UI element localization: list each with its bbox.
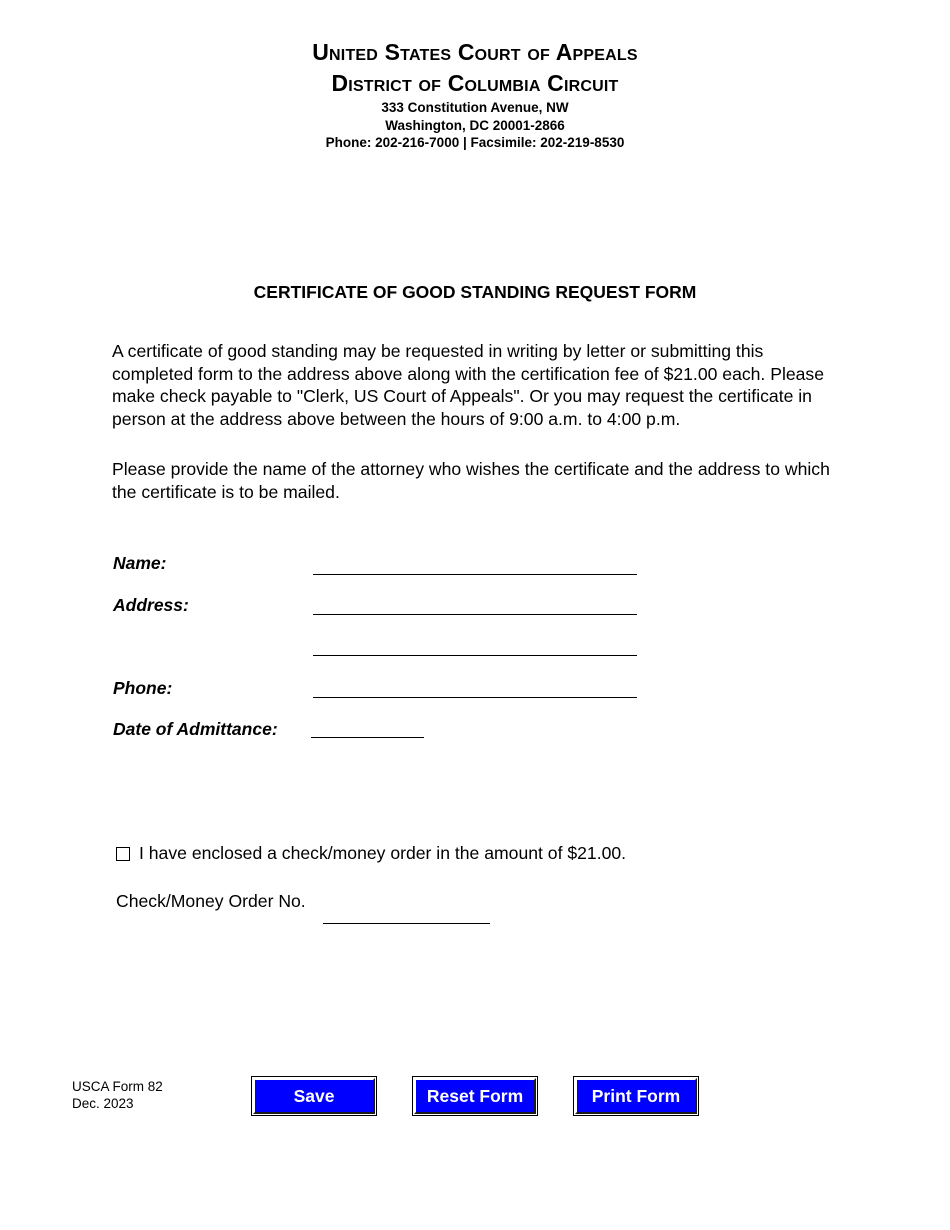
- print-form-button-label: Print Form: [575, 1078, 697, 1114]
- payment-enclosed-checkbox[interactable]: [116, 847, 130, 861]
- save-button[interactable]: [251, 1076, 377, 1116]
- reset-form-button-label: Reset Form: [414, 1078, 536, 1114]
- attorney-instructions-paragraph: Please provide the name of the attorney who wishes the certificate and the address to which the certificate is to be mailed.: [112, 459, 830, 502]
- circuit-name: District of Columbia Circuit: [331, 70, 619, 96]
- reset-form-button[interactable]: [412, 1076, 538, 1116]
- court-name: United States Court of Appeals: [312, 39, 638, 65]
- admittance-date-label: Date of Admittance:: [113, 719, 278, 739]
- form-title: CERTIFICATE OF GOOD STANDING REQUEST FORM: [253, 282, 697, 302]
- name-label: Name:: [113, 553, 167, 573]
- address-line-2-field[interactable]: [313, 641, 637, 656]
- admittance-date-field[interactable]: [311, 723, 424, 738]
- check-number-field[interactable]: [323, 909, 490, 924]
- save-button-label: Save: [253, 1078, 375, 1114]
- print-form-button[interactable]: [573, 1076, 699, 1116]
- phone-field[interactable]: [313, 683, 637, 698]
- address-label: Address:: [113, 595, 189, 615]
- address-line-1-field[interactable]: [313, 600, 637, 615]
- check-number-label: Check/Money Order No.: [116, 891, 306, 911]
- contact-numbers: Phone: 202-216-7000 | Facsimile: 202-219-8530: [325, 135, 625, 150]
- street-address: 333 Constitution Avenue, NW: [381, 100, 569, 115]
- name-field[interactable]: [313, 560, 637, 575]
- phone-label: Phone:: [113, 678, 173, 698]
- form-number: USCA Form 82: [72, 1079, 163, 1094]
- instructions-paragraph: A certificate of good standing may be requested in writing by letter or submitting this completed form to the address above along with the certification fee of $21.00 each. Please make check payable to "Clerk, US Court of Appeals". Or you may request the certificate in person at the address above between the hours of 9:00 a.m. to 4:00 p.m.: [112, 341, 825, 429]
- form-revision-date: Dec. 2023: [72, 1096, 134, 1111]
- city-address: Washington, DC 20001-2866: [385, 118, 565, 133]
- payment-enclosed-label: I have enclosed a check/money order in the amount of $21.00.: [139, 843, 627, 863]
